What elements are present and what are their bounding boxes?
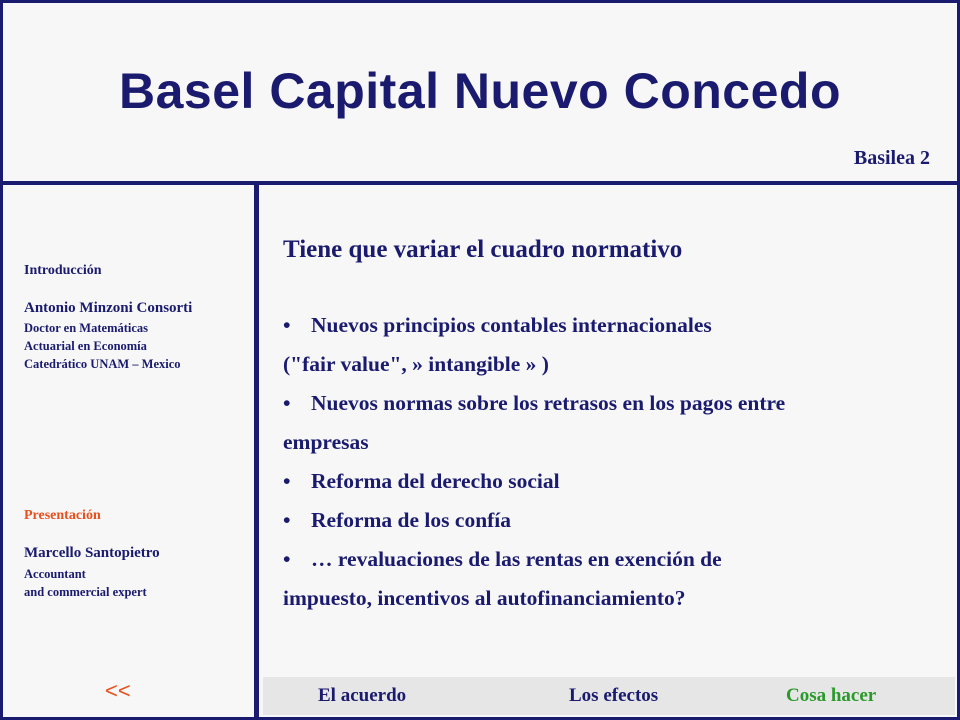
content-line (283, 306, 785, 345)
sidebar-presentation-name: Marcello Santopietro (24, 545, 160, 561)
header-divider (0, 181, 960, 185)
content-line-text: Nuevos normas sobre los retrasos en los pagos entre (311, 391, 786, 415)
nav-cosa-hacer[interactable]: Cosa hacer (786, 685, 877, 706)
content-line-text: ("fair value", » intangible » ) (283, 352, 549, 376)
footer-nav (263, 677, 955, 715)
main-content (283, 236, 923, 610)
sidebar-intro-heading[interactable]: Introducción (24, 263, 102, 278)
sidebar-intro-detail-1: Doctor en Matemáticas (24, 321, 149, 335)
nav-los-efectos[interactable]: Los efectos (569, 685, 659, 706)
sidebar-presentation-detail-1: Accountant (24, 567, 86, 581)
content-line-text: empresas (283, 430, 369, 454)
content-line (283, 462, 785, 501)
content-line-text: impuesto, incentivos al autofinanciamiento? (283, 586, 686, 610)
bullet-glyph: • (283, 508, 291, 532)
page-subtitle: Basilea 2 (853, 147, 930, 169)
sidebar-presentation-detail-2: and commercial expert (24, 585, 147, 599)
content-heading: Tiene que variar el cuadro normativo (283, 236, 683, 263)
content-line-text: Reforma de los confía (311, 508, 512, 532)
sidebar-divider (254, 181, 259, 720)
sidebar-intro-detail-3: Catedrático UNAM – Mexico (24, 357, 181, 371)
sidebar-intro-detail-2: Actuarial en Economía (24, 339, 147, 353)
content-line (283, 345, 785, 384)
nav-el-acuerdo[interactable]: El acuerdo (318, 685, 407, 706)
sidebar-presentation-heading[interactable]: Presentación (24, 508, 101, 523)
content-line-text: Nuevos principios contables internacionales (311, 313, 712, 337)
content-line (283, 540, 785, 579)
bullet-glyph: • (283, 391, 291, 415)
content-line (283, 423, 785, 462)
content-line (283, 384, 785, 423)
content-line (283, 579, 785, 618)
page-title: Basel Capital Nuevo Concedo (119, 63, 841, 119)
bullet-glyph: • (283, 547, 291, 571)
sidebar-intro-name: Antonio Minzoni Consorti (24, 300, 193, 316)
content-line (283, 501, 785, 540)
content-lines (283, 306, 785, 618)
back-button[interactable]: << (105, 678, 131, 703)
bullet-glyph: • (283, 313, 291, 337)
content-line-text: … revaluaciones de las rentas en exención de (311, 547, 722, 571)
content-line-text: Reforma del derecho social (311, 469, 560, 493)
bullet-glyph: • (283, 469, 291, 493)
